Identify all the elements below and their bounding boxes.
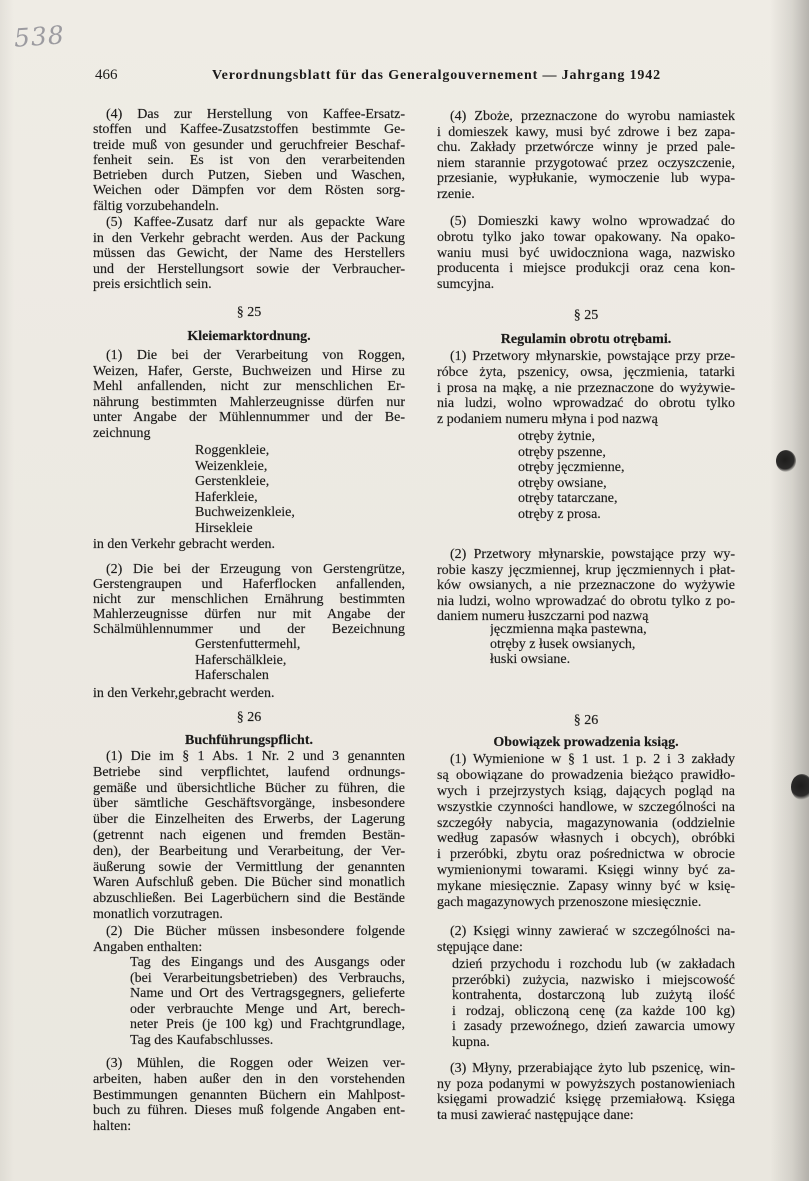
text-line: nia ludzi, wolno wprowadzać do obrotu tylko z po- (437, 593, 735, 609)
pl-section-25-list-1 (518, 429, 735, 523)
text-line: Betriebe sind verpflichtet, laufend ordnungs- (93, 764, 405, 780)
de-section-25-list-1 (195, 443, 405, 537)
text-line: (1) Wymienione w § 1 ust. 1 p. 2 i 3 zakłady (450, 752, 735, 767)
text-line: Tag des Eingangs und des Ausgangs oder (130, 955, 405, 970)
text-line: abzuschließen. Bei Lagerbüchern sind die Bestände (93, 891, 405, 907)
list-item: otręby żytnie, (518, 429, 595, 444)
text-line: über die Einzelheiten des Erwerbs, der Lagerung (93, 812, 405, 828)
text-line: nährung bestimmten Mahlerzeugnisse dürfen nur (93, 394, 405, 410)
text-line: Schälmühlennummer und der Bezeichnung (93, 622, 405, 637)
list-item: Weizenkleie, (195, 458, 268, 474)
text-line: Waren Aufschluß geben. Die Bücher sind monatlich (93, 875, 405, 891)
text-line: ta musi zawierać następujące dane: (437, 1108, 634, 1124)
pl-section-26-number: § 26 (573, 713, 599, 728)
text-line: i przeróbki, zbytu oraz pośrednictwa w obrocie (437, 847, 735, 863)
text-line: und der Herstellungsort sowie der Verbraucher- (93, 261, 405, 277)
list-item: otręby pszenne, (518, 444, 606, 460)
text-line: przesianie, wypłukanie, wymoczenie lub wypa- (437, 171, 735, 187)
text-line: gach magazynowych przenoszone miesięcznie. (437, 895, 702, 911)
text-line: (4) Das zur Herstellung von Kaffee-Ersatz- (106, 107, 405, 122)
binding-mark (791, 774, 809, 800)
text-line: ków owsianych, a nie przeznaczone do wyżywie (437, 578, 735, 593)
text-line: halten: (93, 1119, 132, 1134)
text-line: obrotu tylko jako towar opakowany. Na opako- (437, 229, 735, 245)
de-section-26-paragraph-1 (93, 749, 405, 923)
text-line: Bestimmungen genannten Büchern ein Mahlpost- (93, 1087, 405, 1103)
de-section-26-title: Buchführungspflicht. (185, 733, 313, 748)
pl-section-25-list-2 (490, 622, 735, 667)
text-line: sumcyjna. (437, 277, 495, 292)
list-item: Haferschälkleie, (195, 652, 287, 668)
text-line: (4) Zboże, przeznaczone do wyrobu namiastek (450, 109, 735, 124)
pl-paragraph-5 (437, 214, 735, 293)
text-line: buch zu führen. Dieses muß folgende Angaben ent- (93, 1103, 405, 1119)
text-line: Angaben enthalten: (93, 939, 203, 955)
text-line: fenheit sein. Es ist von den verarbeitenden (93, 152, 405, 168)
text-line: preis ersichtlich sein. (93, 277, 212, 292)
text-line: księgami prowadzić księgę przemiałową. Księga (437, 1092, 735, 1108)
text-line: (1) Die im § 1 Abs. 1 Nr. 2 und 3 genannten (106, 749, 405, 764)
pl-section-26-paragraph-3 (437, 1061, 735, 1124)
list-item: łuski owsiane. (490, 652, 571, 667)
text-line: (3) Mühlen, die Roggen oder Weizen ver- (106, 1056, 405, 1071)
de-section-26-number: § 26 (236, 710, 262, 725)
pl-section-26-title: Obowiązek prowadzenia ksiąg. (493, 735, 679, 750)
de-section-25-paragraph-1 (93, 348, 405, 442)
text-line: Weizen, Hafer, Gerste, Buchweizen und Hirse zu (93, 363, 405, 379)
page-number: 466 (95, 67, 118, 83)
text-line: nicht zur menschlichen Ernährung bestimmten (93, 592, 405, 607)
text-line: monatlich vorzutragen. (93, 906, 223, 922)
text-line: wymienionymi towarami. Księgi winny być za- (437, 863, 735, 879)
de-section-26-paragraph-2-items (130, 955, 405, 1049)
text-line: Gerstengraupen und Haferflocken anfallenden, (93, 577, 405, 592)
text-line: über sämtliche Geschäftsvorgänge, insbesondere (93, 796, 405, 812)
text-line: müssen das Gewicht, der Name des Herstellers (93, 246, 405, 261)
text-line: wych i przejrzystych ksiąg, dających pogląd na (437, 783, 735, 799)
text-line: Betrieben durch Putzen, Sieben und Waschen, (93, 168, 405, 184)
text-line: zeichnung (93, 425, 151, 441)
text-line: kupna. (452, 1034, 490, 1050)
pl-section-26-paragraph-1 (437, 752, 735, 911)
de-section-25-paragraph-1-end: in den Verkehr gebracht werden. (93, 537, 276, 552)
de-section-25-list-2 (195, 637, 405, 684)
text-line: Mahlerzeugnisse dürfen nur mit Angabe der (93, 607, 405, 622)
text-line: według zapasów własnych i obcych), obróbki (437, 831, 735, 847)
pl-section-25-number: § 25 (573, 308, 599, 323)
text-line: przeróbki) zużycia, nazwisko i miejscowość (452, 972, 735, 988)
text-line: daniem numeru łuszczarni pod nazwą (437, 609, 649, 624)
pl-section-26-paragraph-2 (437, 924, 735, 956)
running-header-title: Verordnungsblatt für das Generalgouvernement — Jahrgang 1942 (212, 68, 661, 83)
text-line: (1) Die bei der Verarbeitung von Roggen, (106, 348, 405, 363)
text-line: i zasady przewoźnego, dzień zawarcia umowy (452, 1019, 735, 1035)
text-line: kontrahenta, dostarczoną lub zużytą ilość (452, 988, 735, 1004)
text-line: unter Angabe der Mühlennummer und der Be- (93, 410, 405, 426)
text-line: i rodzaj, obliczoną cenę (za każde 100 kg) (452, 1003, 735, 1019)
de-section-25-paragraph-2-end: in den Verkehr,gebracht werden. (93, 686, 275, 701)
pl-paragraph-4 (437, 109, 735, 203)
text-line: z podaniem numeru młyna i pod nazwą (437, 412, 658, 427)
text-line: Name und Ort des Vertragsgegners, gelieferte (130, 986, 405, 1002)
text-line: róbce żyta, pszenicy, owsa, jęczmienia, tatarki (437, 364, 735, 380)
text-line: (2) Księgi winny zawierać w szczególności na- (450, 924, 735, 939)
text-line: wszystkie czynności handlowe, w szczególności na (437, 799, 735, 815)
text-line: oder verbrauchte Menge und Art, berech- (130, 1001, 405, 1017)
text-line: producenta i miejsce produkcji oraz cena kon- (437, 261, 735, 277)
text-line: (5) Domieszki kawy wolno wprowadzać do (450, 214, 735, 229)
text-line: (2) Die bei der Erzeugung von Gerstengrütze, (106, 562, 405, 577)
list-item: Hirsekleie (195, 520, 253, 536)
list-item: otręby jęczmienne, (518, 460, 625, 476)
text-line: waniu musi być uwidoczniona waga, nazwisko (437, 245, 735, 261)
handwritten-page-note: 538 (13, 20, 66, 53)
text-line: (1) Przetwory młynarskie, powstające przy prze- (450, 349, 735, 364)
list-item: otręby owsiane, (518, 475, 607, 491)
text-line: (2) Die Bücher müssen insbesondere folgende (106, 924, 405, 939)
text-line: szczegóły nabycia, magazynowania (oddzielnie (437, 815, 735, 831)
text-line: fältig vorzubehandeln. (93, 198, 219, 214)
text-line: są obowiązane do prowadzenia bieżąco prawidło- (437, 767, 735, 783)
text-line: chu. Zakłady przetwórcze winny je przed pale- (437, 140, 735, 156)
pl-section-25-paragraph-1 (437, 349, 735, 428)
list-item: Roggenkleie, (195, 443, 270, 458)
text-line: stępujące dane: (437, 940, 523, 955)
text-line: (5) Kaffee-Zusatz darf nur als gepackte Ware (106, 215, 405, 230)
text-line: in den Verkehr gebracht werden. Aus der Packung (93, 230, 405, 246)
pl-section-25-title: Regulamin obrotu otrębami. (500, 332, 672, 347)
de-section-26-paragraph-2 (93, 924, 405, 955)
text-line: den), der Bearbeitung und Verarbeitung, der Ver- (93, 843, 405, 859)
text-line: äußerung sowie der Vermittlung der genannten (93, 859, 405, 875)
text-line: neter Preis (je 100 kg) und Frachtgrundlage, (130, 1017, 405, 1033)
list-item: otręby z prosa. (518, 506, 601, 522)
text-line: (2) Przetwory młynarskie, powstające przy wy- (450, 547, 735, 562)
text-line: niem starannie przygotować przez oczyszczenie, (437, 155, 735, 171)
list-item: Gerstenfuttermehl, (195, 637, 301, 652)
text-line: dzień przychodu i rozchodu lub (w zakładach (452, 957, 735, 972)
text-line: mykane miesięcznie. Zapasy winny być w księ- (437, 879, 735, 895)
text-line: ny poza podanymi w powyższych postanowieniach (437, 1076, 735, 1092)
list-item: otręby z łusek owsianych, (490, 637, 636, 652)
text-line: i domieszek kawy, musi być zdrowe i bez zapa- (437, 124, 735, 140)
text-line: Weichen oder Dämpfen vor dem Rösten sorg- (93, 183, 405, 199)
text-line: (bei Verarbeitungsbetrieben) des Verbrauchs, (130, 970, 405, 986)
text-line: arbeiten, haben außer den in den vorstehenden (93, 1071, 405, 1087)
text-line: i prosa na mąkę, a nie przeznaczone do wyżywie- (437, 380, 735, 396)
list-item: otręby tatarczane, (518, 491, 618, 507)
list-item: Haferkleie, (195, 489, 258, 505)
de-section-25-number: § 25 (236, 305, 262, 320)
text-line: Mehl anfallenden, nicht zur menschlichen Er- (93, 379, 405, 395)
text-line: treide muß von gesunder und geruchfreier Beschaf- (93, 137, 405, 153)
de-section-26-paragraph-3 (93, 1056, 405, 1135)
text-line: Tag des Kaufabschlusses. (130, 1032, 274, 1048)
text-line: rzenie. (437, 186, 475, 202)
text-line: nia ludzi, wolno wprowadzać do obrotu tylko (437, 396, 735, 412)
de-paragraph-5 (93, 215, 405, 293)
de-section-25-title: Kleiemarktordnung. (187, 329, 311, 344)
text-line: (getrennt nach eigenen und fremden Bestän- (93, 827, 405, 843)
list-item: jęczmienna mąka pastewna, (490, 622, 647, 637)
list-item: Buchweizenkleie, (195, 505, 295, 521)
pl-section-26-paragraph-2-items (452, 957, 735, 1051)
text-line: stoffen und Kaffee-Zusatzstoffen bestimmte Ge- (93, 122, 405, 138)
de-paragraph-4 (93, 107, 405, 214)
text-line: robie kaszy jęczmiennej, krup jęczmiennych i płat- (437, 562, 735, 578)
list-item: Gerstenkleie, (195, 474, 270, 490)
list-item: Haferschalen (195, 668, 269, 683)
de-section-25-paragraph-2 (93, 562, 405, 637)
text-line: gemäße und übersichtliche Bücher zu führen, die (93, 780, 405, 796)
binding-mark (776, 450, 796, 472)
text-line: (3) Młyny, przerabiające żyto lub pszenicę, win- (450, 1061, 735, 1076)
pl-section-25-paragraph-2 (437, 547, 735, 625)
